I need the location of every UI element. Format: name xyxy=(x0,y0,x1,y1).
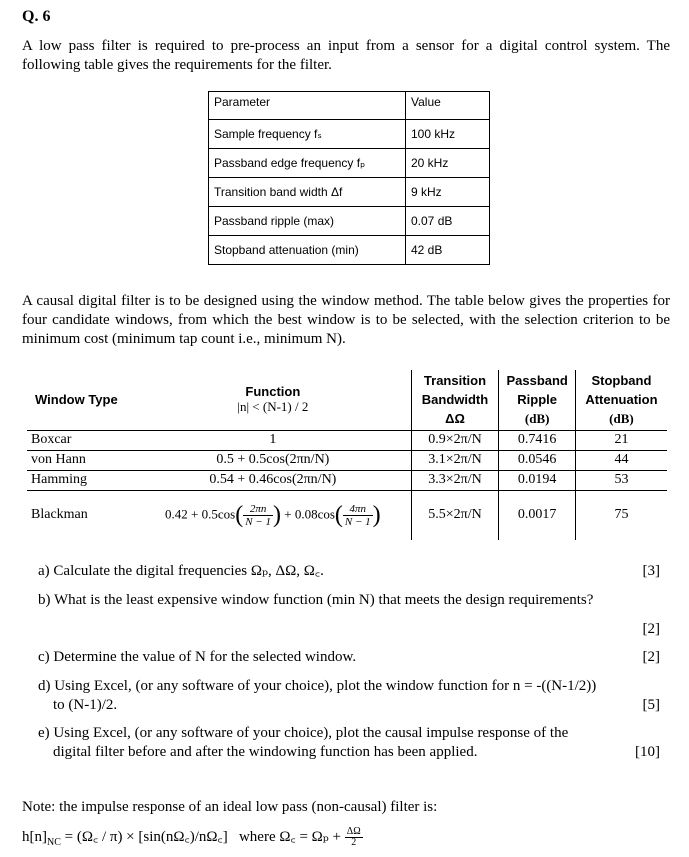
value-cell: 0.07 dB xyxy=(406,207,490,236)
table-row xyxy=(27,450,667,470)
question-d xyxy=(38,677,660,717)
paren-close: ) xyxy=(372,501,381,528)
transition-cell: 5.5×2π/N xyxy=(411,490,499,540)
header-stopband-line2: Attenuation xyxy=(585,392,658,408)
paren-open: ( xyxy=(235,501,244,528)
header-stopband-line3: (dB) xyxy=(609,411,634,427)
attenuation-cell: 21 xyxy=(575,430,667,450)
header-transition-line3: ΔΩ xyxy=(445,411,465,427)
window-header-row xyxy=(27,370,667,430)
attenuation-cell: 44 xyxy=(575,450,667,470)
table-row xyxy=(209,207,490,236)
table-row xyxy=(209,178,490,207)
function-cell: 0.54 + 0.46cos(2πn/N) xyxy=(135,470,411,490)
parameter-cell: Stopband attenuation (min) xyxy=(209,236,406,265)
table-row xyxy=(209,149,490,178)
paren-open: ( xyxy=(334,501,343,528)
question-d-marks: [5] xyxy=(642,697,660,713)
question-d-text-line1: d) Using Excel, (or any software of your choice), plot the window function for n = -((N-1/2)) xyxy=(38,678,597,694)
blackman-term-a: 0.42 + 0.5cos xyxy=(165,506,236,522)
note-text: Note: the impulse response of an ideal low pass (non-causal) filter is: xyxy=(22,799,438,815)
fraction-denominator: 2 xyxy=(351,837,357,849)
header-passband xyxy=(499,370,575,430)
header-stopband xyxy=(575,370,667,430)
value-cell: 100 kHz xyxy=(406,120,490,149)
question-e-text-line2: digital filter before and after the windowing function has been applied. xyxy=(53,744,478,760)
window-type-cell: Blackman xyxy=(31,507,88,523)
fraction-denominator: N − 1 xyxy=(344,515,371,528)
transition-cell: 3.1×2π/N xyxy=(411,450,499,470)
fraction-4pin xyxy=(343,503,373,528)
function-cell: 1 xyxy=(135,430,411,450)
header-passband-line1: Passband xyxy=(506,373,568,389)
parameter-cell: Sample frequency fₛ xyxy=(209,120,406,149)
header-value: Value xyxy=(406,92,490,120)
table-row xyxy=(209,236,490,265)
question-b-text: b) What is the least expensive window function (min N) that meets the design requirements? xyxy=(38,592,594,608)
parameter-cell: Passband ripple (max) xyxy=(209,207,406,236)
question-d-text-line2: to (N-1)/2. xyxy=(53,697,118,713)
question-number: Q. 6 xyxy=(22,8,51,25)
intro-paragraph: A low pass filter is required to pre-process an input from a sensor for a digital control system. The following table gives the requirements for the filter. xyxy=(22,38,670,73)
ripple-cell: 0.7416 xyxy=(499,430,575,450)
window-type-cell: von Hann xyxy=(27,450,135,470)
header-function xyxy=(135,370,411,430)
question-e-marks: [10] xyxy=(635,744,660,760)
header-transition xyxy=(411,370,499,430)
question-c-text: c) Determine the value of N for the selected window. xyxy=(38,649,357,665)
fraction-numerator: 4πn xyxy=(343,503,373,516)
attenuation-cell: 53 xyxy=(575,470,667,490)
formula-lhs: h[n] xyxy=(22,829,47,845)
question-a xyxy=(38,562,660,581)
value-cell: 20 kHz xyxy=(406,149,490,178)
header-passband-line3: (dB) xyxy=(524,411,550,427)
ripple-cell: 0.0546 xyxy=(499,450,575,470)
function-cell xyxy=(135,490,411,540)
question-e-text-line1: e) Using Excel, (or any software of your choice), plot the causal impulse response of the xyxy=(38,725,569,741)
header-transition-line1: Transition xyxy=(423,373,487,389)
fraction-numerator: 2πn xyxy=(243,503,273,516)
question-e xyxy=(38,724,660,764)
question-b xyxy=(38,591,660,641)
transition-cell: 3.3×2π/N xyxy=(411,470,499,490)
window-type-cell: Hamming xyxy=(27,470,135,490)
parameter-cell: Passband edge frequency fₚ xyxy=(209,149,406,178)
question-a-marks: [3] xyxy=(642,563,660,579)
parameter-cell: Transition band width Δf xyxy=(209,178,406,207)
table-row xyxy=(209,120,490,149)
table-row xyxy=(27,490,667,540)
paren-close: ) xyxy=(272,501,281,528)
question-b-marks: [2] xyxy=(642,621,660,637)
table-row xyxy=(27,430,667,450)
header-window-type: Window Type xyxy=(27,370,135,430)
formula-fraction xyxy=(345,827,363,848)
transition-cell: 0.9×2π/N xyxy=(411,430,499,450)
header-function-title: Function xyxy=(245,384,301,400)
question-c-marks: [2] xyxy=(642,649,660,665)
table-row xyxy=(27,470,667,490)
header-stopband-line1: Stopband xyxy=(591,373,652,389)
formula-subscript: NC xyxy=(47,837,61,848)
function-cell: 0.5 + 0.5cos(2πn/N) xyxy=(135,450,411,470)
window-intro-paragraph: A causal digital filter is to be designed using the window method. The table below gives the properties for four candidate windows, from which the best window is to be selected, with the selection criterion to be minimum cost (minimum tap count i.e., minimum N). xyxy=(22,293,670,347)
requirements-table xyxy=(208,91,490,265)
impulse-response-formula xyxy=(22,826,363,848)
ripple-cell: 0.0017 xyxy=(499,490,575,540)
formula-rhs: = (Ω꜀ / π) × [sin(nΩ꜀)/nΩ꜀] where Ω꜀ = Ωₚ + xyxy=(64,829,342,845)
fraction-2pin xyxy=(243,503,273,528)
window-table xyxy=(27,370,667,540)
header-transition-line2: Bandwidth xyxy=(421,392,489,408)
requirements-header-row xyxy=(209,92,490,120)
value-cell: 9 kHz xyxy=(406,178,490,207)
fraction-denominator: N − 1 xyxy=(245,515,271,528)
value-cell: 42 dB xyxy=(406,236,490,265)
ripple-cell: 0.0194 xyxy=(499,470,575,490)
fraction-numerator: ΔΩ xyxy=(346,826,361,838)
header-parameter: Parameter xyxy=(209,92,406,120)
attenuation-cell: 75 xyxy=(575,490,667,540)
blackman-term-b: + 0.08cos xyxy=(284,506,335,522)
question-a-text: a) Calculate the digital frequencies Ωₚ, ΔΩ, Ω꜀. xyxy=(38,563,324,579)
header-passband-line2: Ripple xyxy=(517,392,558,408)
header-function-range: |n| < (N-1) / 2 xyxy=(237,399,309,415)
window-type-cell: Boxcar xyxy=(27,430,135,450)
question-c xyxy=(38,648,660,667)
